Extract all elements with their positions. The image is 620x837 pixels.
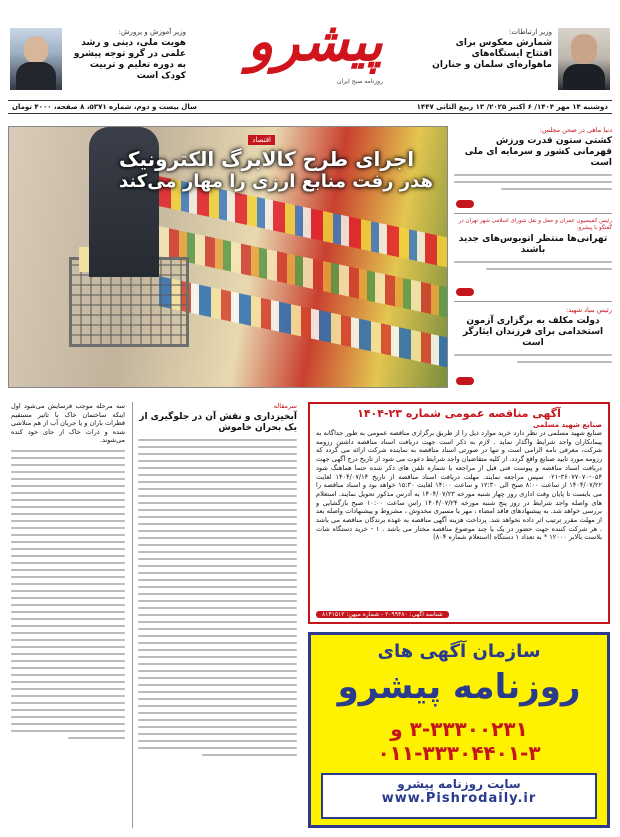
left-teaser-headline[interactable]: هویت ملی، دینی و رشد علمی در گرو توجه پیشرو به دوره تعلیم و تربیت کودک است (73, 38, 186, 81)
column-a-kicker: سرمقاله (273, 402, 297, 410)
column-a-headline[interactable]: آبخیزداری و نقش آن در جلوگیری از یک بحران خاموش (139, 412, 297, 433)
tender-company: صنایع شهید مسلمی (532, 421, 602, 429)
issue-info: سال بیست و دوم، شماره ۵۳۷۱، ۸ صفحه، ۴۰۰۰ تومان (12, 103, 197, 111)
date: دوشنبه ۱۴ مهر ۱۴۰۴/ ۶ اکتبر ۲۰۲۵/ ۱۳ ربیع الثانی ۱۴۴۷ (416, 103, 608, 111)
sidebar-story-1[interactable] (454, 126, 612, 214)
dateline-bar (8, 100, 612, 114)
ad-site-url[interactable]: www.Pishrodaily.ir (381, 791, 537, 806)
story2-headline[interactable]: تهرانی‌ها منتظر اتوبوس‌های جدید باشند (458, 234, 608, 255)
logo[interactable]: پیشرو (247, 9, 383, 73)
sidebar-story-2[interactable] (454, 218, 612, 302)
tender-notice (308, 402, 610, 624)
story2-more-badge[interactable] (456, 288, 474, 296)
right-teaser-kicker: وزیر ارتباطات: (509, 28, 552, 36)
sidebar (454, 126, 612, 388)
right-teaser-photo[interactable] (558, 28, 610, 90)
story2-body (454, 261, 612, 270)
tender-title[interactable]: آگهی مناقصه عمومی شماره ۲۳-۱۴۰۴ (357, 407, 561, 420)
ad-phone: ۳-۳۳۳۰۰۲۳۱ و ۳-۳۳۳۰۴۴۰۱-۰۱۱ (377, 717, 541, 765)
tagline: روزنامه صبح ایران (337, 78, 383, 85)
column-b (8, 402, 128, 828)
left-teaser-photo[interactable] (10, 28, 62, 90)
lead-kicker: اقتصاد (248, 135, 275, 145)
column-a (132, 402, 302, 828)
story2-kicker: رئیس کمیسیون عمران و حمل و نقل شورای اسلامی شهر تهران در گفتگو با پیشرو: (458, 218, 612, 231)
ad-line-2: روزنامه پیشرو (337, 667, 581, 707)
story3-headline[interactable]: دولت مکلف به برگزاری آزمون استخدامی برای فرزندان ایثارگر است (462, 316, 604, 348)
tender-footer: شناسه آگهی: ۲۰۹۹۴۸۰ - شماره میهن: ۸۱۴۱۵۱۲ (316, 611, 449, 618)
lead-photo[interactable] (8, 126, 448, 388)
ad-site-label: سایت روزنامه پیشرو (397, 777, 521, 791)
story3-kicker: رئیس بنیاد شهید: (566, 306, 612, 314)
sidebar-story-3[interactable] (454, 306, 612, 388)
masthead (0, 0, 620, 100)
column-b-lead: سه مرحله موجب فرسایش می‌شود اول اینکه ساختمان خاک با تاثیر مستقیم قطرات باران و یا جریان آب از هم متلاشی شده و ذرات خاک از جای خود کنده می‌شوند. (11, 402, 125, 444)
lead-headline-1[interactable]: اجرای طرح کالابرگ الکترونیک (119, 147, 415, 171)
story3-body (454, 354, 612, 363)
story3-more-badge[interactable] (456, 377, 474, 385)
tender-body: صنایع شهید مسلمی در نظر دارد خرید موارد ذیل را از طریق برگزاری مناقصه عمومی به طور جداگانه به پیمانکاران واجد شرایط واگذار نماید . لازم به ذکر است جهت دریافت اسناد مناقصه داشتن رزومه شرکت، معرفی نامه الزامی است و تنها در صورتی اسناد مناقصه به نماینده شرکت ارائه می گردد که رزومه مورد تایید صنایع واقع گردد. از کلیه متقاضیان واجد شرایط دعوت می شود از تاریخ درج آگهی جهت دریافت اسناد مناقصه و پیوست فنی قبل از مراجعه با شماره تلفن های ذکر شده حتما هماهنگ شود ۰۵۴-۳۶۰۷۷۰۷۰-۰۲۱ سپس مراجعه نمایند. مهلت دریافت اسناد مناقصه از تاریخ ۱۴۰۴/۰۷/۱۴ لغایت ۱۴۰۴/۰۷/۲۲ از ساعت ۸:۰۰ صبح الی ۱۲:۳۰ و ساعت ۱۴:۰۰ لغایت ۱۵:۳۰ خواهد بود و اسناد مناقصه را می بایست تا پایان وقت اداری روز چهار شنبه مورخه ۱۴۰۴/۰۷/۲۳ به آدرس مذکور تحویل نمایند. استعلام های واصله واجد شرایط در روز پنج شنبه مورخه ۱۴۰۴/۰۷/۲۴ راس ساعت ۱۰:۰۰ صبح بازگشایی و بررسی خواهد شد. به پیشنهادهای فاقد امضاء ، مهر یا مسیری مخدوش ، مشروط و پیشنهادات واصله بعد از مهلت مقرر ترتیب اثر داده نخواهد شد. پرداخت هزینه آگهی مناقصه به عهده برندگان مناقصه می باشد . هر شرکت کننده جهت حضور در یک یا چند موضوع مناقصه مختار می باشد . ۱ - خرید دستگاه شات بلاست بالابر ۱۲۰۰۰ * به تعداد ۱ دستگاه (استعلام شماره ۸۰۴) (316, 429, 602, 542)
column-a-body (138, 439, 297, 756)
story1-headline[interactable]: کشتی ستون قدرت ورزش قهرمانی کشور و سرمایه ای ملی است (464, 136, 612, 168)
ad-website-box (321, 773, 597, 819)
ad-block[interactable] (308, 632, 610, 828)
lead-headline-2[interactable]: هدر رفت منابع ارزی را مهار می‌کند (119, 171, 433, 192)
story1-more-badge[interactable] (456, 200, 474, 208)
story1-kicker: دنیا ماهی در صحن مجلس: (539, 126, 612, 134)
column-b-body (11, 450, 125, 739)
left-teaser-kicker: وزیر آموزش و پرورش: (118, 28, 186, 36)
story1-body (454, 174, 612, 190)
right-teaser-headline[interactable]: شمارش معکوس برای افتتاح ایستگاه‌های ماهواره‌ای سلمان و جناران (432, 38, 552, 70)
ad-line-1: سازمان آگهی های (377, 641, 541, 662)
